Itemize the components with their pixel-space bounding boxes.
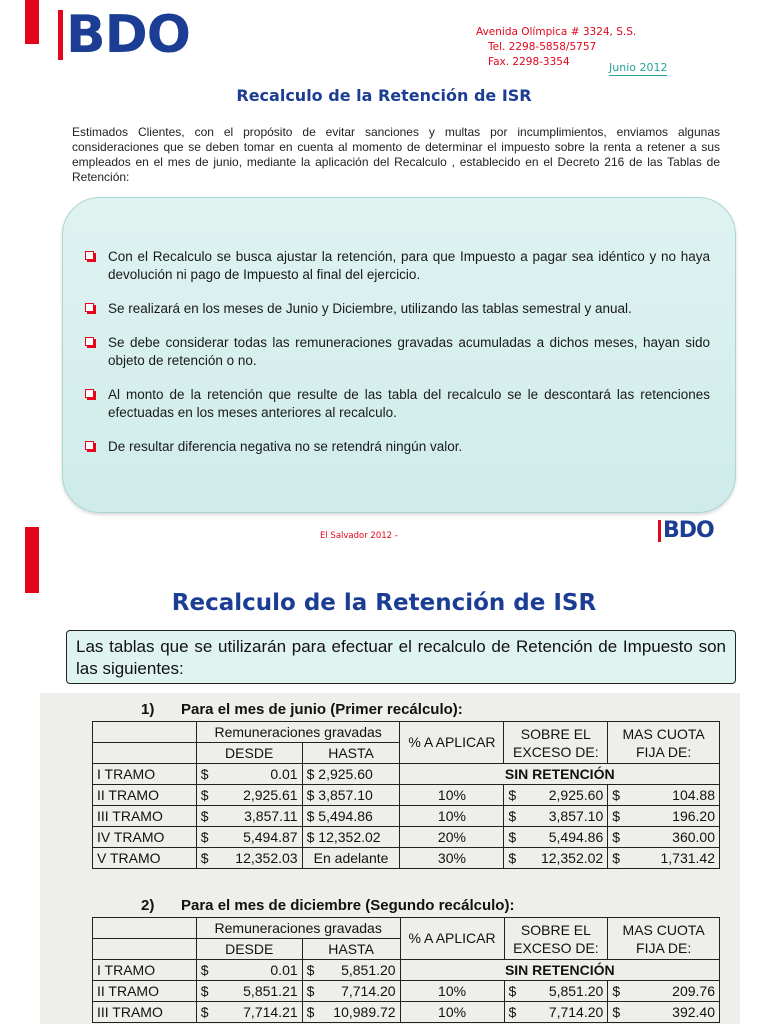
- section-heading-december: 2) Para el mes de diciembre (Segundo recálculo):: [141, 897, 515, 914]
- checkbox-bullet-icon: [85, 441, 94, 450]
- table-row: II TRAMO $ 5,851.21 $ 7,714.20 10% $ 5,851.20 $ 209.76: [93, 981, 720, 1002]
- slide2-title: Recalculo de la Retención de ISR: [171, 590, 597, 616]
- checkbox-bullet-icon: [85, 251, 94, 260]
- bullet-list: [84, 248, 710, 472]
- bullet-item: Se debe considerar todas las remuneraciones gravadas acumuladas a dichos meses, hayan sido objeto de retención o no.: [84, 334, 710, 370]
- header-remuneraciones: Remuneraciones gravadas: [196, 722, 400, 743]
- header-remuneraciones: Remuneraciones gravadas: [196, 918, 400, 939]
- bullet-item: De resultar diferencia negativa no se retendrá ningún valor.: [84, 438, 710, 456]
- section-heading-june: 1) Para el mes de junio (Primer recálculo):: [141, 701, 463, 718]
- header-cuota: MAS CUOTA FIJA DE:: [608, 918, 720, 960]
- bullet-item: Al monto de la retención que resulte de las tabla del recalculo se le descontará las retenciones efectuadas en los meses anteriores al recalculo.: [84, 386, 710, 422]
- bdo-logo: [58, 5, 191, 65]
- scanned-tables: [40, 693, 740, 1024]
- phone-line: Tel. 2298-5858/5757: [488, 41, 597, 53]
- table-row: II TRAMO $ 2,925.61 $ 3,857.10 10% $ 2,925.60 $ 104.88: [93, 785, 720, 806]
- tax-table-december: [92, 917, 720, 1023]
- checkbox-bullet-icon: [85, 337, 94, 346]
- intro-paragraph: Estimados Clientes, con el propósito de evitar sanciones y multas por incumplimientos, enviamos algunas consideraciones que se deben tomar en cuenta al momento de determinar el impuesto sobre la renta a retener a sus empleados en el mes de junio, mediante la aplicación del Recalculo , establecido en el Decreto 216 de las Tablas de Retención:: [72, 125, 720, 184]
- table-row: I TRAMO $ 0.01 $ 5,851.20 SIN RETENCIÓN: [93, 960, 720, 981]
- footer-bdo-logo: [658, 520, 714, 542]
- info-box: Las tablas que se utilizarán para efectuar el recalculo de Retención de Impuesto son las siguientes:: [66, 630, 736, 684]
- checkbox-bullet-icon: [85, 303, 94, 312]
- logo-text: BDO: [66, 5, 191, 65]
- header-hasta: HASTA: [302, 743, 400, 764]
- header-exceso: SOBRE EL EXCESO DE:: [504, 722, 608, 764]
- header-desde: DESDE: [196, 939, 302, 960]
- page-title: Recalculo de la Retención de ISR: [236, 86, 532, 105]
- header-cuota: MAS CUOTA FIJA DE:: [608, 722, 720, 764]
- table-row: IV TRAMO $ 5,494.87 $ 12,352.02 20% $ 5,494.86 $ 360.00: [93, 827, 720, 848]
- header-hasta: HASTA: [302, 939, 400, 960]
- date-label: Junio 2012: [609, 61, 668, 74]
- header-exceso: SOBRE EL EXCESO DE:: [504, 918, 608, 960]
- bullet-item: Se realizará en los meses de Junio y Diciembre, utilizando las tablas semestral y anual.: [84, 300, 710, 318]
- checkbox-bullet-icon: [85, 389, 94, 398]
- address-line: Avenida Olímpica # 3324, S.S.: [476, 26, 637, 38]
- table-row: I TRAMO $ 0.01 $ 2,925.60 SIN RETENCIÓN: [93, 764, 720, 785]
- red-accent-bar: [25, 0, 39, 44]
- table-row: V TRAMO $ 12,352.03 En adelante 30% $ 12,352.02 $ 1,731.42: [93, 848, 720, 869]
- fax-line: Fax. 2298-3354: [488, 56, 570, 68]
- table-row: III TRAMO $ 3,857.11 $ 5,494.86 10% $ 3,857.10 $ 196.20: [93, 806, 720, 827]
- header-porcentaje: % A APLICAR: [400, 722, 504, 764]
- header-desde: DESDE: [196, 743, 302, 764]
- red-accent-bar-2: [25, 527, 39, 593]
- footer-logo-text: BDO: [663, 518, 714, 543]
- tax-table-june: [92, 721, 720, 869]
- header-porcentaje: % A APLICAR: [400, 918, 504, 960]
- table-row: III TRAMO $ 7,714.21 $ 10,989.72 10% $ 7,714.20 $ 392.40: [93, 1002, 720, 1023]
- footer-text: El Salvador 2012 -: [320, 531, 398, 541]
- bullet-item: Con el Recalculo se busca ajustar la retención, para que Impuesto a pagar sea idéntico y no haya devolución ni pago de Impuesto al final del ejercicio.: [84, 248, 710, 284]
